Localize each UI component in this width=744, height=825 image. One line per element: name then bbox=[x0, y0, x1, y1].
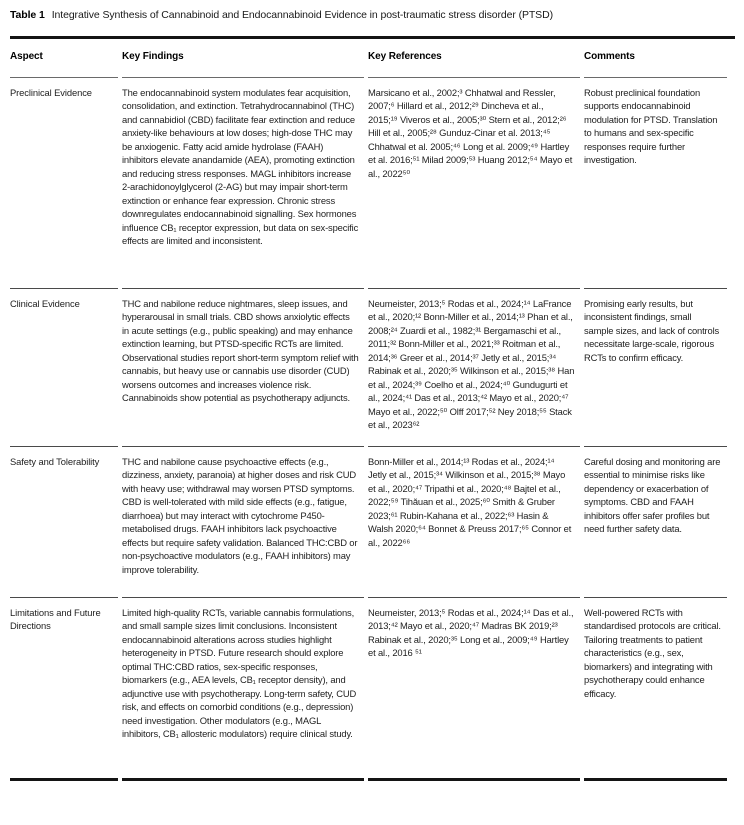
cell-key-references: Bonn-Miller et al., 2014;¹³ Rodas et al., 2024;¹⁴ Jetly et al., 2015;³⁴ Wilkinson et al., 2015;³⁸ Mayo et al., 2020;⁴⁷ Tripathi et al., 2020;⁴⁸ Bajtel et al., 2022;⁵⁹ Tihăuan et al., 2025;⁶⁰ Smith & Gruber 2023;⁶¹ Rubin-Kahana et al., 2022;⁶³ Hasin & Walsh 2020;⁶⁴ Bonnet & Preuss 2017;⁶⁵ Connor et al., 2022⁶⁶ bbox=[368, 447, 580, 598]
cell-aspect: Limitations and Future Directions bbox=[10, 598, 118, 781]
cell-aspect: Clinical Evidence bbox=[10, 289, 118, 447]
cell-comments: Well-powered RCTs with standardised protocols are critical. Tailoring treatments to patient characteristics (e.g., sex, biomarkers) and integrating with psychotherapy could enhance efficacy. bbox=[584, 598, 727, 781]
cell-aspect: Preclinical Evidence bbox=[10, 78, 118, 289]
cell-aspect: Safety and Tolerability bbox=[10, 447, 118, 598]
table-row-clinical-evidence bbox=[10, 289, 727, 447]
column-header-key-findings: Key Findings bbox=[122, 39, 364, 78]
cell-key-references: Neumeister, 2013;⁵ Rodas et al., 2024;¹⁴ Das et al., 2013;⁴² Mayo et al., 2020;⁴⁷ Madras BK 2019;²³ Rabinak et al., 2020;³⁵ Long et al., 2009;⁴⁹ Hartley et al., 2016 ⁵¹ bbox=[368, 598, 580, 781]
cell-key-references: Neumeister, 2013;⁵ Rodas et al., 2024;¹⁴ LaFrance et al., 2020;¹² Bonn-Miller et al., 2014;¹³ Phan et al., 2008;²⁴ Zuardi et al., 1982;³¹ Bergamaschi et al., 2011;³² Bonn-Miller et al., 2021;³³ Roitman et al., 2014;³⁶ Greer et al., 2014;³⁷ Jetly et al., 2015;³⁴ Rabinak et al., 2020;³⁵ Wilkinson et al., 2015;³⁸ Han et al., 2024;³⁹ Coelho et al., 2024;⁴⁰ Gundugurti et al., 2024;⁴¹ Das et al., 2013;⁴² Mayo et al., 2020;⁴⁷ Mayo et al., 2022;⁵⁰ Olff 2017;⁵² Ney 2018;⁵⁵ Stack et al., 2023⁶² bbox=[368, 289, 580, 447]
cell-comments: Promising early results, but inconsistent findings, small sample sizes, and lack of controls necessitate large-scale, rigorous RCTs to confirm efficacy. bbox=[584, 289, 727, 447]
cell-comments: Robust preclinical foundation supports endocannabinoid modulation for PTSD. Translation to humans and sex-specific responses require further investigation. bbox=[584, 78, 727, 289]
cell-key-findings: THC and nabilone reduce nightmares, sleep issues, and hyperarousal in small trials. CBD shows anxiolytic effects in acute settings (e.g., public speaking) and may enhance extinction learning, but PTSD-specific RCTs are limited. Observational studies report short-term symptom relief with cannabis, but heavy use or cannabis use disorder (CUD) worsens outcomes and increases violence risk. Cannabinoids show potential as psychotherapy adjuncts. bbox=[122, 289, 364, 447]
table-number: Table 1 bbox=[10, 9, 45, 21]
table-caption-text: Integrative Synthesis of Cannabinoid and Endocannabinoid Evidence in post-traumatic stress disorder (PTSD) bbox=[51, 9, 553, 21]
table-row-limitations-future-directions bbox=[10, 598, 727, 781]
column-header-comments: Comments bbox=[584, 39, 727, 78]
cell-comments: Careful dosing and monitoring are essential to minimise risks like dependency or exacerbation of symptoms. CBD and FAAH inhibitors offer safer profiles but need further safety data. bbox=[584, 447, 727, 598]
table-row-preclinical-evidence bbox=[10, 78, 727, 289]
table-row-safety-and-tolerability bbox=[10, 447, 727, 598]
cell-key-findings: The endocannabinoid system modulates fear acquisition, consolidation, and extinction. Tetrahydrocannabinol (THC) and cannabidiol (CBD) facilitate fear extinction and reduce anxiety-like behaviours at low doses; high-dose THC may be anxiogenic. Fatty acid amide hydrolase (FAAH) inhibitors elevate anandamide (AEA), promoting extinction and reducing stress responses. MAGL inhibitors increase 2-arachidonoylglycerol (2-AG) but may impair short-term extinction or enhance fear expression. Chronic stress downregulates endocannabinoid signalling. Sex hormones influence CB₁ receptor expression, but data on sex-specific effects are limited and inconsistent. bbox=[122, 78, 364, 289]
column-header-aspect: Aspect bbox=[10, 39, 118, 78]
cell-key-findings: THC and nabilone cause psychoactive effects (e.g., dizziness, anxiety, paranoia) at higher doses and risk CUD with heavy use; withdrawal may worsen PTSD symptoms. CBD is well-tolerated with mild side effects (e.g., fatigue, diarrhoea) but may interact with cytochrome P450-metabolised drugs. FAAH inhibitors lack psychoactive effects but require safety validation. Balanced THC:CBD or non-psychoactive modulators (e.g., FAAH inhibitors) may improve tolerability. bbox=[122, 447, 364, 598]
table-caption bbox=[10, 9, 735, 22]
cell-key-findings: Limited high-quality RCTs, variable cannabis formulations, and small sample sizes limit conclusions. Inconsistent endocannabinoid alterations across studies highlight heterogeneity in PTSD. Future research should explore optimal THC:CBD ratios, sex-specific responses, biomarkers (e.g., AEA levels, CB₁ receptor density), and adjunctive use with psychotherapy. Long-term safety, CUD risk, and effects on comorbid conditions (e.g., depression) need investigation. Other modulators (e.g., MAGL inhibitors, CB₁ allosteric modulators) require clinical study. bbox=[122, 598, 364, 781]
cell-key-references: Marsicano et al., 2002;³ Chhatwal and Ressler, 2007;⁶ Hillard et al., 2012;²⁹ Dincheva et al., 2015;¹⁹ Viveros et al., 2005;³⁰ Stern et al., 2012;²⁶ Hill et al., 2005;²⁸ Gunduz-Cinar et al. 2013;⁴⁵ Chhatwal et al. 2005;⁴⁶ Long et al. 2009;⁴⁹ Hartley et al. 2016;⁵¹ Milad 2009;⁵³ Huang 2012;⁵⁴ Mayo et al., 2022⁵⁰ bbox=[368, 78, 580, 289]
evidence-synthesis-table bbox=[6, 39, 731, 781]
column-header-key-references: Key References bbox=[368, 39, 580, 78]
table-header-row bbox=[10, 39, 727, 78]
